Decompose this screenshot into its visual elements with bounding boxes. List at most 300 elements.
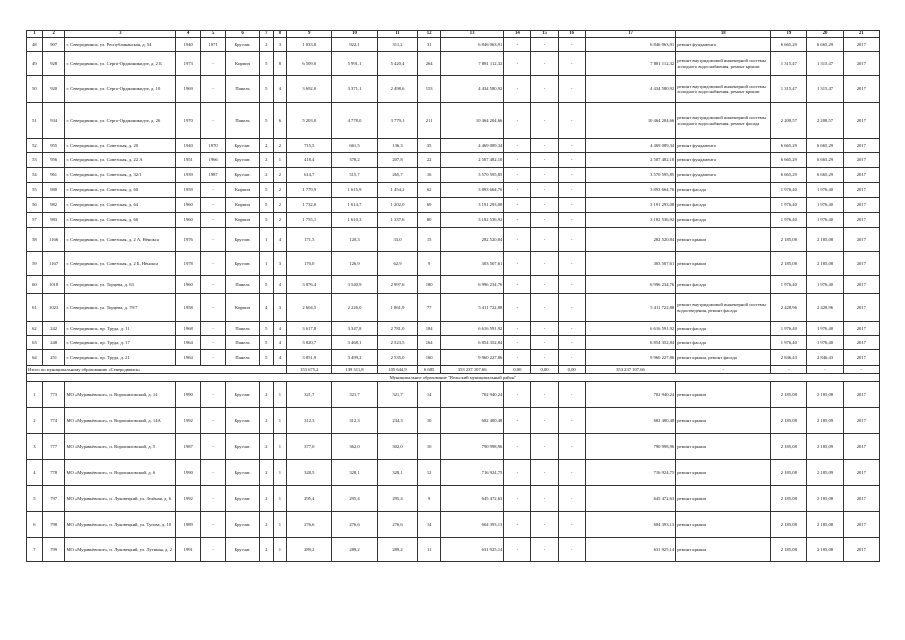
table-row: [27, 322, 880, 336]
table-cell: 80: [418, 213, 441, 228]
table-cell: 4: [273, 76, 287, 103]
table-cell: 3 692,0: [287, 76, 332, 103]
table-cell: 2 535,0: [377, 350, 418, 366]
table-cell: 321,7: [287, 382, 332, 408]
table-cell: 6 996 234,76: [440, 276, 503, 294]
table-cell: Кирпич: [226, 183, 260, 198]
table-cell: г. Северодвинск, ул. Советская, д. 66: [65, 213, 176, 228]
table-cell: 2017: [843, 486, 879, 512]
table-cell: 9: [418, 252, 441, 276]
table-cell: 1: [273, 460, 287, 486]
table-cell: 2: [273, 213, 287, 228]
table-cell: 62: [27, 322, 43, 336]
table-cell: 362,0: [332, 434, 377, 460]
table-cell: 207,8: [377, 153, 418, 168]
column-number: 16: [558, 31, 585, 38]
table-cell: Брусчат.: [226, 486, 260, 512]
table-cell: 1 976,40: [807, 336, 843, 350]
table-cell: 35: [418, 139, 441, 153]
table-cell: 51: [27, 103, 43, 139]
table-cell: -: [558, 139, 585, 153]
table-cell: 9 960 227,86: [440, 350, 503, 366]
table-cell: 1 976,40: [807, 276, 843, 294]
column-number: 20: [807, 31, 843, 38]
table-cell: г. Северодвинск, ул. Советская, д. 60: [65, 183, 176, 198]
table-cell: 920: [42, 76, 65, 103]
column-number: 19: [771, 31, 807, 38]
table-cell: МО «Муравьёвское», п. Ворошиловский, д. 14А: [65, 408, 176, 434]
table-cell: Панель: [226, 76, 260, 103]
table-cell: 4 434 580,92: [440, 76, 503, 103]
table-cell: 6 854 352,84: [440, 336, 503, 350]
table-cell: Брусчат.: [226, 38, 260, 52]
table-cell: 1976: [176, 228, 201, 252]
table-row: [27, 198, 880, 213]
table-cell: -: [504, 408, 531, 434]
table-cell: -: [531, 538, 558, 562]
table-cell: ремонт внутридомовой инженерной системы холодного водоснабжения, ремонт фасада: [676, 103, 771, 139]
table-cell: 6 846 063,91: [585, 38, 676, 52]
table-cell: 955: [42, 139, 65, 153]
table-cell: -: [558, 434, 585, 460]
table-cell: 1 337,6: [377, 213, 418, 228]
table-cell: -: [201, 228, 226, 252]
table-cell: ремонт фасада: [676, 276, 771, 294]
table-cell: 2 185,08: [771, 434, 807, 460]
table-cell: ремонт крыши: [676, 382, 771, 408]
table-cell: 1964: [176, 350, 201, 366]
table-cell: 276,6: [287, 512, 332, 538]
table-cell: 6 665,29: [807, 38, 843, 52]
table-cell: 1960: [176, 213, 201, 228]
table-cell: Брусчат.: [226, 538, 260, 562]
table-cell: -: [504, 322, 531, 336]
table-cell: 1: [260, 252, 274, 276]
table-cell: 4: [273, 350, 287, 366]
table-cell: -: [201, 76, 226, 103]
table-cell: -: [504, 168, 531, 183]
table-row: [27, 183, 880, 198]
table-cell: -: [558, 408, 585, 434]
table-cell: 6 665,29: [771, 153, 807, 168]
table-cell: 328,1: [332, 460, 377, 486]
table-cell: 1968: [176, 322, 201, 336]
table-cell: 136,3: [377, 139, 418, 153]
table-cell: 614,7: [287, 168, 332, 183]
table-cell: 3 468,1: [332, 336, 377, 350]
table-cell: -: [504, 336, 531, 350]
total-label: Итого по муниципальному образованию «Северодвинск»: [27, 366, 287, 374]
table-cell: Кирпич: [226, 294, 260, 322]
table-cell: г. Северодвинск, ул. Серго-Орджоникидзе, д. 2 Б: [65, 52, 176, 76]
table-cell: 6 854 352,84: [585, 336, 676, 350]
table-cell: -: [558, 538, 585, 562]
table-cell: 328,5: [287, 460, 332, 486]
total-row: [27, 366, 880, 374]
table-cell: 1: [27, 382, 43, 408]
table-row: [27, 460, 880, 486]
table-cell: 983: [42, 213, 65, 228]
table-cell: 251: [42, 350, 65, 366]
table-cell: -: [531, 322, 558, 336]
table-cell: 1 976,40: [771, 213, 807, 228]
table-cell: 289,2: [332, 538, 377, 562]
total-cell: 0,00: [531, 366, 558, 374]
table-cell: 61: [27, 294, 43, 322]
table-cell: г. Северодвинск, ул. Советская, д. 64: [65, 198, 176, 213]
table-cell: 248: [42, 336, 65, 350]
table-cell: 282 520,84: [585, 228, 676, 252]
table-cell: 604 393,13: [585, 512, 676, 538]
table-cell: 303 507,61: [585, 252, 676, 276]
table-cell: 2 185,08: [771, 538, 807, 562]
table-cell: 1 615,9: [332, 183, 377, 198]
table-cell: 31: [418, 38, 441, 52]
table-cell: -: [504, 139, 531, 153]
table-cell: -: [558, 38, 585, 52]
table-cell: МО «Муравьёвское», п. Ворошиловский, д. 5: [65, 434, 176, 460]
table-cell: 10 464 204,66: [585, 103, 676, 139]
table-cell: Брусчат.: [226, 139, 260, 153]
table-cell: 1023: [42, 294, 65, 322]
table-cell: 10: [418, 408, 441, 434]
table-cell: 3 182 536,92: [585, 213, 676, 228]
table-cell: г. Северодвинск, ул. Серго-Орджоникидзе, д. 10: [65, 76, 176, 103]
table-cell: -: [504, 294, 531, 322]
table-cell: -: [201, 198, 226, 213]
table-cell: 295,4: [287, 486, 332, 512]
table-cell: 1970: [201, 139, 226, 153]
table-cell: 2: [260, 168, 274, 183]
table-cell: 77: [418, 294, 441, 322]
table-cell: -: [504, 103, 531, 139]
table-cell: 5 411 722,88: [585, 294, 676, 322]
table-cell: ремонт крыши: [676, 486, 771, 512]
column-number: 3: [65, 31, 176, 38]
table-cell: -: [504, 198, 531, 213]
table-cell: 4: [273, 228, 287, 252]
table-cell: 1966: [201, 153, 226, 168]
table-cell: 1166: [42, 228, 65, 252]
table-cell: Брусчат.: [226, 228, 260, 252]
table-cell: -: [531, 153, 558, 168]
table-cell: 6 665,29: [771, 168, 807, 183]
table-cell: Кирпич: [226, 198, 260, 213]
table-cell: 49: [27, 52, 43, 76]
table-cell: 170,0: [287, 252, 332, 276]
table-cell: 1: [273, 538, 287, 562]
table-cell: 282 520,84: [440, 228, 503, 252]
table-cell: -: [201, 294, 226, 322]
table-cell: 62: [418, 183, 441, 198]
table-cell: 10 464 204,66: [440, 103, 503, 139]
table-cell: 928: [42, 52, 65, 76]
table-cell: 2017: [843, 213, 879, 228]
table-cell: 1 976,40: [807, 322, 843, 336]
table-row: [27, 336, 880, 350]
table-row: [27, 486, 880, 512]
table-cell: 53: [27, 153, 43, 168]
table-cell: 1 779,9: [287, 183, 332, 198]
table-cell: 164: [418, 336, 441, 350]
table-cell: -: [504, 213, 531, 228]
table-cell: 1 976,40: [771, 322, 807, 336]
table-cell: 2 498,6: [377, 76, 418, 103]
table-cell: 2: [260, 486, 274, 512]
table-cell: -: [504, 538, 531, 562]
table-cell: -: [531, 139, 558, 153]
table-cell: 1992: [176, 408, 201, 434]
table-cell: -: [201, 322, 226, 336]
table-cell: 1 315,47: [807, 76, 843, 103]
table-cell: -: [201, 252, 226, 276]
table-cell: 153: [418, 76, 441, 103]
table-cell: -: [531, 38, 558, 52]
table-cell: 1 976,40: [771, 198, 807, 213]
table-cell: 716 924,75: [440, 460, 503, 486]
table-cell: -: [504, 382, 531, 408]
table-cell: -: [558, 460, 585, 486]
table-cell: -: [558, 168, 585, 183]
table-cell: 1970: [176, 103, 201, 139]
table-cell: 2 208,57: [771, 103, 807, 139]
table-cell: 1973: [176, 52, 201, 76]
table-cell: 2 226,0: [332, 294, 377, 322]
table-cell: -: [558, 382, 585, 408]
table-cell: -: [201, 350, 226, 366]
table-cell: 5: [260, 52, 274, 76]
table-cell: 50: [27, 76, 43, 103]
table-cell: 1990: [176, 382, 201, 408]
table-cell: 1: [260, 228, 274, 252]
table-cell: -: [558, 103, 585, 139]
table-cell: 1 861,9: [377, 294, 418, 322]
table-cell: -: [201, 460, 226, 486]
table-row: [27, 350, 880, 366]
table-cell: 1969: [176, 76, 201, 103]
total-cell: 353 237 107,66: [440, 366, 503, 374]
table-cell: 54: [27, 168, 43, 183]
table-cell: 6 616 591,92: [440, 322, 503, 336]
table-cell: 33,0: [377, 228, 418, 252]
table-cell: 2017: [843, 336, 879, 350]
table-cell: 2: [273, 139, 287, 153]
table-cell: 311,2: [377, 38, 418, 52]
table-cell: МО «Муравьёвское», п. Ворошиловский, д. 6: [65, 460, 176, 486]
table-cell: -: [558, 228, 585, 252]
table-cell: 2: [260, 139, 274, 153]
table-cell: 3 617,8: [287, 322, 332, 336]
table-cell: 1: [273, 408, 287, 434]
table-cell: 3: [273, 294, 287, 322]
table-cell: 2 997,6: [377, 276, 418, 294]
section-row: [27, 374, 880, 382]
table-cell: 1 976,40: [807, 213, 843, 228]
table-cell: -: [531, 408, 558, 434]
table-cell: г. Северодвинск, ул. Серго-Орджоникидзе, д. 26: [65, 103, 176, 139]
table-cell: 716 924,75: [585, 460, 676, 486]
table-cell: 4: [273, 322, 287, 336]
table-row: [27, 139, 880, 153]
table-cell: 2: [260, 434, 274, 460]
table-cell: 1 033,8: [287, 38, 332, 52]
table-cell: 2017: [843, 103, 879, 139]
table-cell: 1 315,47: [771, 76, 807, 103]
table-cell: 3 893 664,76: [440, 183, 503, 198]
table-cell: 3 570 595,85: [585, 168, 676, 183]
table-cell: 418,4: [287, 153, 332, 168]
total-cell: 105 644,9: [377, 366, 418, 374]
table-cell: 3 893 664,76: [585, 183, 676, 198]
table-cell: -: [531, 103, 558, 139]
table-cell: ремонт фасада: [676, 198, 771, 213]
table-cell: 1964: [176, 336, 201, 350]
table-cell: -: [504, 52, 531, 76]
table-cell: 2 185,08: [771, 486, 807, 512]
total-cell: 153 675,2: [287, 366, 332, 374]
table-cell: -: [201, 52, 226, 76]
table-cell: 1940: [176, 139, 201, 153]
table-cell: 645 472,63: [585, 486, 676, 512]
table-cell: 2 185,08: [807, 538, 843, 562]
table-cell: 4 469 089,34: [585, 139, 676, 153]
table-cell: г. Северодвинск, ул. Советская, д. 22 А: [65, 153, 176, 168]
table-cell: -: [558, 76, 585, 103]
table-cell: 60: [27, 276, 43, 294]
table-cell: -: [504, 350, 531, 366]
table-cell: 797: [42, 486, 65, 512]
table-cell: -: [201, 486, 226, 512]
total-cell: 353 237 107,66: [585, 366, 676, 374]
table-cell: 1971: [201, 38, 226, 52]
table-cell: 798: [42, 512, 65, 538]
column-number: 5: [201, 31, 226, 38]
table-cell: -: [531, 198, 558, 213]
table-cell: 6 665,29: [807, 153, 843, 168]
table-cell: 1960: [176, 276, 201, 294]
table-cell: Кирпич: [226, 52, 260, 76]
table-cell: -: [201, 434, 226, 460]
table-cell: 63: [27, 336, 43, 350]
table-cell: 6 665,29: [771, 139, 807, 153]
column-number: 12: [418, 31, 441, 38]
column-number: 21: [843, 31, 879, 38]
total-cell: 0,00: [504, 366, 531, 374]
table-cell: ремонт крыши: [676, 512, 771, 538]
table-cell: 1: [273, 382, 287, 408]
table-cell: 661,5: [332, 139, 377, 153]
table-cell: 3 182 536,92: [440, 213, 503, 228]
table-cell: Брусчат.: [226, 252, 260, 276]
table-cell: 295,4: [332, 486, 377, 512]
table-cell: 2: [260, 408, 274, 434]
table-cell: 2: [260, 460, 274, 486]
total-cell: 6 685: [418, 366, 441, 374]
table-cell: 2017: [843, 228, 879, 252]
table-cell: 2 428,96: [807, 294, 843, 322]
table-cell: 790 998,96: [585, 434, 676, 460]
table-row: [27, 434, 880, 460]
table-cell: 3: [27, 434, 43, 460]
table-cell: 52: [27, 139, 43, 153]
table-cell: 907: [42, 38, 65, 52]
section-title: Муниципальное образование "Вельский муниципальный район": [27, 374, 880, 382]
column-number: 1: [27, 31, 43, 38]
table-cell: ремонт крыши: [676, 460, 771, 486]
table-cell: ремонт фундамента: [676, 38, 771, 52]
table-cell: 799: [42, 538, 65, 562]
table-cell: 312,3: [332, 408, 377, 434]
table-cell: 5 991,1: [332, 52, 377, 76]
table-cell: 9 960 227,86: [585, 350, 676, 366]
table-cell: Брусчат.: [226, 460, 260, 486]
table-row: [27, 76, 880, 103]
table-cell: МО «Муравьёвское», п. Луковецкий, ул. Лугиная, д. 2: [65, 538, 176, 562]
table-row: [27, 276, 880, 294]
table-row: [27, 294, 880, 322]
table-row: [27, 512, 880, 538]
table-cell: 6 996 234,76: [585, 276, 676, 294]
table-cell: 1992: [176, 486, 201, 512]
table-cell: 56: [27, 198, 43, 213]
table-cell: 6 665,29: [807, 139, 843, 153]
table-row: [27, 213, 880, 228]
table-cell: ремонт фундамента: [676, 139, 771, 153]
table-cell: 702 940,24: [440, 382, 503, 408]
table-cell: 4: [273, 276, 287, 294]
table-cell: 2017: [843, 168, 879, 183]
table-cell: 242: [42, 322, 65, 336]
table-cell: 2017: [843, 350, 879, 366]
table-cell: 2 208,57: [807, 103, 843, 139]
table-cell: 1951: [176, 153, 201, 168]
table-cell: 3 191 293,08: [440, 198, 503, 213]
table-cell: -: [504, 486, 531, 512]
table-cell: 289,2: [377, 538, 418, 562]
table-cell: -: [201, 103, 226, 139]
table-cell: 2017: [843, 52, 879, 76]
table-cell: ремонт внутридомовой инженерной системы водоотведения, ремонт фасада: [676, 294, 771, 322]
table-cell: 1978: [176, 252, 201, 276]
table-cell: -: [504, 460, 531, 486]
table-cell: 5: [260, 198, 274, 213]
table-cell: 2017: [843, 183, 879, 198]
table-cell: 6: [27, 512, 43, 538]
table-cell: Брусчат.: [226, 408, 260, 434]
table-cell: 303 507,61: [440, 252, 503, 276]
table-cell: ремонт фасада: [676, 183, 771, 198]
table-cell: Панель: [226, 322, 260, 336]
table-cell: г. Северодвинск, ул. Советская, д. 2 А, Нёнокса: [65, 228, 176, 252]
table-cell: -: [558, 336, 585, 350]
table-cell: 1958: [176, 294, 201, 322]
table-cell: 14: [418, 512, 441, 538]
table-cell: 934: [42, 103, 65, 139]
table-row: [27, 228, 880, 252]
table-cell: -: [531, 512, 558, 538]
table-cell: 2017: [843, 276, 879, 294]
table-cell: 2 185,08: [771, 460, 807, 486]
table-cell: Панель: [226, 350, 260, 366]
table-cell: 1990: [176, 460, 201, 486]
table-cell: Брусчат.: [226, 512, 260, 538]
column-number: 6: [226, 31, 260, 38]
column-number: 13: [440, 31, 503, 38]
table-cell: 1: [273, 512, 287, 538]
table-cell: 5 203,0: [287, 103, 332, 139]
table-cell: ремонт крыши: [676, 538, 771, 562]
table-cell: 6 665,29: [771, 38, 807, 52]
